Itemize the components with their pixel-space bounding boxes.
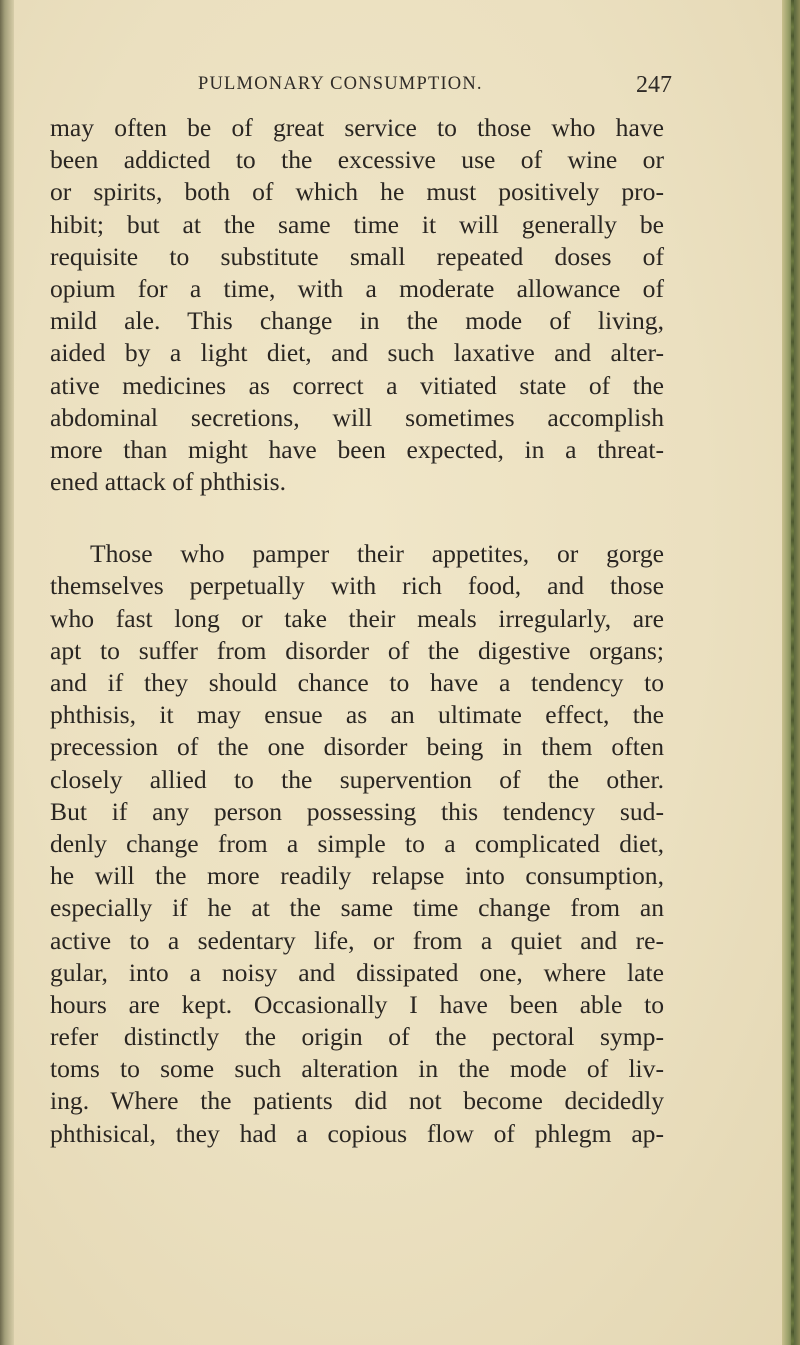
text-line: opium for a time, with a moderate allowance of [50, 273, 664, 303]
page-right-edge-binding [791, 0, 794, 1345]
text-line: hibit; but at the same time it will generally be [50, 209, 664, 239]
text-line: refer distinctly the origin of the pectoral symp- [50, 1022, 664, 1052]
text-line: more than might have been expected, in a threat- [50, 434, 664, 464]
text-line: Those who pamper their appetites, or gorge [90, 539, 664, 569]
text-line: gular, into a noisy and dissipated one, where late [50, 957, 664, 987]
paragraph-2 [50, 538, 664, 1150]
text-line: ing. Where the patients did not become decidedly [50, 1086, 664, 1116]
text-line: and if they should chance to have a tendency to [50, 668, 664, 697]
text-line: may often be of great service to those who have [50, 113, 664, 142]
body-text [50, 112, 664, 1150]
page-left-edge-shadow [0, 0, 14, 1345]
text-line: requisite to substitute small repeated doses of [50, 241, 664, 271]
text-line: active to a sedentary life, or from a quiet and re- [50, 925, 664, 955]
page-number: 247 [636, 72, 672, 98]
text-line: denly change from a simple to a complicated diet, [50, 828, 664, 858]
text-line: he will the more readily relapse into consumption, [50, 861, 664, 891]
text-line: ened attack of phthisis. [50, 467, 286, 497]
text-line: mild ale. This change in the mode of living, [50, 306, 664, 336]
text-line: phthisis, it may ensue as an ultimate effect, the [50, 700, 664, 730]
text-line: abdominal secretions, will sometimes accomplish [50, 402, 664, 432]
text-line: closely allied to the supervention of the other. [50, 764, 664, 794]
running-title: PULMONARY CONSUMPTION. [198, 74, 483, 94]
text-line: or spirits, both of which he must positively pro- [50, 177, 664, 207]
text-line: ative medicines as correct a vitiated state of the [50, 370, 664, 400]
text-line: especially if he at the same time change from an [50, 893, 664, 923]
text-line: who fast long or take their meals irregularly, are [50, 603, 664, 633]
text-line: toms to some such alteration in the mode of liv- [50, 1054, 664, 1084]
paragraph-spacer [50, 498, 664, 538]
text-line: precession of the one disorder being in them often [50, 732, 664, 762]
paragraph-1 [50, 112, 664, 498]
text-line: But if any person possessing this tendency sud- [50, 796, 664, 826]
text-line: been addicted to the excessive use of wine or [50, 145, 664, 175]
text-line: hours are kept. Occasionally I have been able to [50, 989, 664, 1019]
text-line: themselves perpetually with rich food, and those [50, 571, 664, 601]
text-line: apt to suffer from disorder of the digestive organs; [50, 635, 664, 665]
text-line: aided by a light diet, and such laxative and alter- [50, 338, 664, 368]
running-header [50, 74, 672, 104]
text-line: phthisical, they had a copious flow of phlegm ap- [50, 1118, 664, 1148]
